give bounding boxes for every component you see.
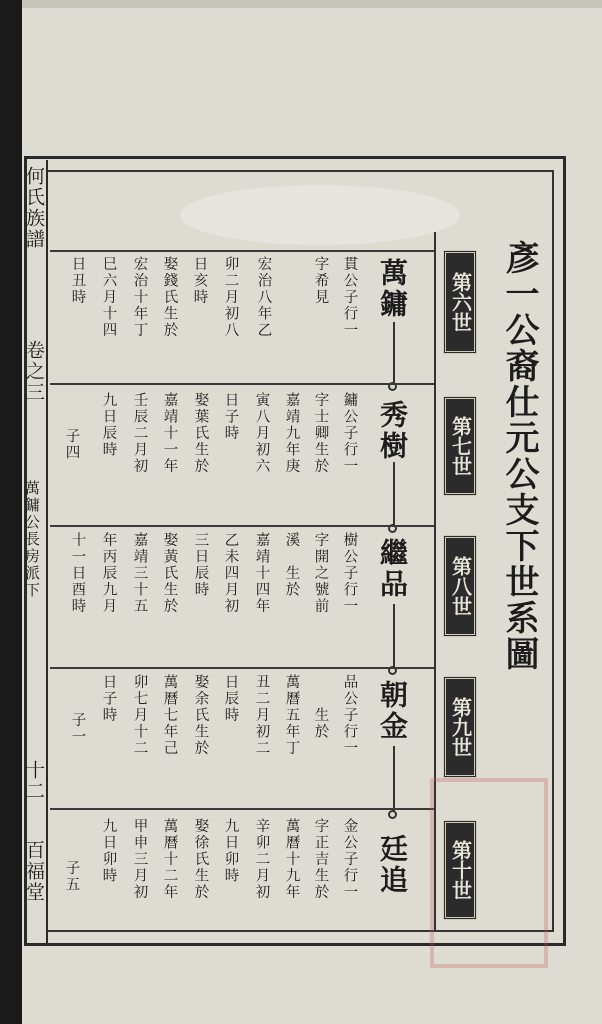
bio-line: 日亥時 [191,256,208,306]
book-title: 何氏族譜 [23,166,45,250]
lineage-node [388,810,397,819]
bio-line: 嘉靖九年庚 [283,392,300,475]
bio-line: 宏治十年丁 [131,256,148,339]
bio-line: 字士卿生於 [312,392,329,475]
chart-title: 彥一公裔仕元公支下世系圖 [499,240,539,672]
bio-line: 卯七月十二 [131,674,148,757]
bio-line: 字開之號前 [312,532,329,615]
bio-line: 娶黃氏生於 [161,532,178,615]
bio-line: 日子時 [222,392,239,442]
bio-line: 辛卯二月初 [253,818,270,901]
row-divider [50,383,434,385]
bio-line: 娶余氏生於 [192,674,209,757]
bio-line: 日子時 [100,674,117,724]
bio-line: 年丙辰九月 [100,532,117,615]
bio-line: 金公子行一 [341,818,358,901]
bio-line: 生於 [312,674,329,740]
bio-line: 卯二月初八 [222,256,239,339]
lineage-connector [393,462,395,526]
bio-line: 萬曆十九年 [283,818,300,901]
row-divider [50,525,434,527]
generation-badge-10: 第十世 [443,820,477,920]
bio-line: 日辰時 [222,674,239,724]
bio-line: 三日辰時 [192,532,209,598]
lineage-connector [393,322,395,384]
bio-line: 萬曆十二年 [161,818,178,901]
bio-line: 巳六月十四 [100,256,117,339]
row-divider [50,667,434,669]
bio-line: 宏治八年乙 [255,256,272,339]
bio-line: 娶葉氏生於 [192,392,209,475]
lineage-name-1: 萬鏞 [376,258,409,320]
lineage-connector [393,746,395,812]
bio-line: 乙未四月初 [222,532,239,615]
children-count: 子四 [63,428,80,461]
bio-line: 娶徐氏生於 [192,818,209,901]
bio-line: 嘉靖十四年 [253,532,270,615]
bio-line: 丑二月初二 [253,674,270,757]
bio-line: 鏞公子行一 [341,392,358,475]
bio-line: 九日辰時 [100,392,117,458]
row-divider [50,250,434,252]
bio-line: 嘉靖十一年 [161,392,178,475]
lineage-name-3: 繼品 [376,538,409,600]
generation-badge-6: 第六世 [443,250,477,354]
generation-badge-9: 第九世 [443,676,477,778]
hall-name: 百福堂 [23,840,45,903]
bio-line: 壬辰二月初 [131,392,148,475]
bio-line: 娶錢氏生於 [161,256,178,339]
bio-line: 萬曆七年己 [161,674,178,757]
lineage-name-5: 廷追 [376,834,409,896]
bio-line: 九日卯時 [100,818,117,884]
bio-line: 寅八月初六 [253,392,270,475]
bio-line: 九日卯時 [222,818,239,884]
bio-line: 字希見 [312,256,329,306]
children-count: 子五 [63,860,80,893]
bio-line: 日丑時 [69,256,86,306]
section-label: 萬鏞公長房派下 [23,480,41,599]
lineage-name-2: 秀樹 [376,400,409,462]
bio-line: 貫公子行一 [341,256,358,339]
bio-line: 字正吉生於 [312,818,329,901]
row-divider [50,808,434,810]
bio-line: 嘉靖三十五 [131,532,148,615]
generation-badge-8: 第八世 [443,535,477,637]
bio-line: 甲申三月初 [131,818,148,901]
lineage-name-4: 朝金 [376,680,409,742]
library-seal-stamp [430,778,548,968]
bio-line: 十一日酉時 [69,532,86,615]
page-top-edge [22,0,602,8]
children-count: 子一 [69,712,86,745]
bio-line: 品公子行一 [341,674,358,757]
page-number: 十二 [23,760,45,802]
generation-badge-7: 第七世 [443,396,477,496]
spine-column [24,160,48,944]
bio-line: 萬曆五年丁 [283,674,300,757]
volume-label: 卷之三 [23,340,45,403]
bio-line: 溪 生於 [283,532,300,598]
lineage-connector [393,604,395,668]
bio-line: 樹公子行一 [341,532,358,615]
